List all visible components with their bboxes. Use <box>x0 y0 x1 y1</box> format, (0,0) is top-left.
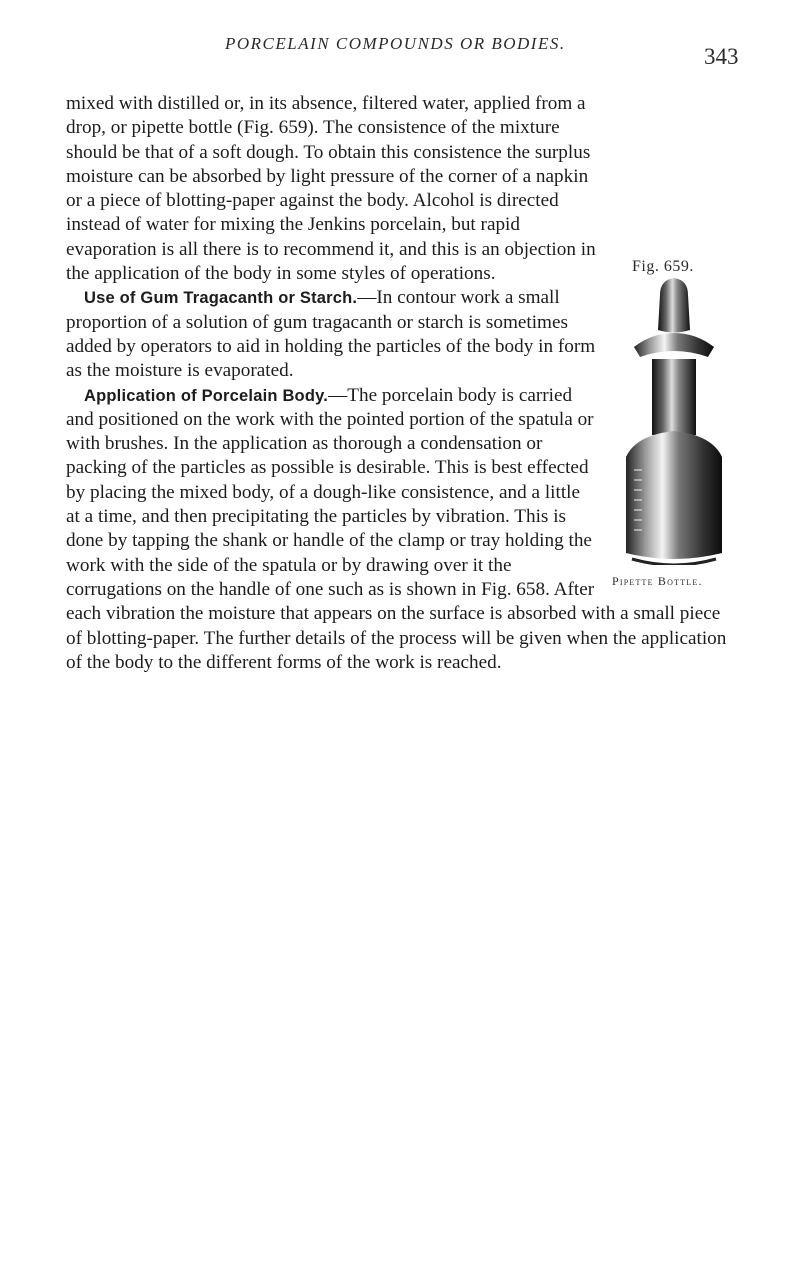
pipette-bottle-icon <box>612 275 738 565</box>
page-number: 343 <box>704 44 739 69</box>
figure-label: Fig. 659. <box>632 258 694 275</box>
section-heading-application: Application of Porcelain Body. <box>84 386 329 405</box>
paragraph-mixing: mixed with distilled or, in its absence, filtered water, applied from a drop, or pipette bottle (Fig. 659). The consistence of the mixture should be that of a soft dough. To obtain this consistence the surplus moisture can be absorbed by light pressure of the corner of a napkin or a piece of blotting-paper against the body. Alcohol is directed instead of water for mixing the Jenkins porcelain, but rapid evaporation is all there is to recommend it, and this is an objection in the application of the body in some styles of operations. <box>66 93 596 285</box>
paragraph-application-body: —The porcelain body is carried and positioned on the work with the pointed portion of the spatula or with brushes. In the application as thorough a condensation or packing of the particles as possible is desirable. This is best effected by placing the mixed body, of a dough-like consistence, and a little at a time, and then precipitating the particles by vibration. This is done by tapping the shank or handle of the clamp or tray holding the work with the side of the spatula or by drawing over it the corrugations on the handle of one such as is shown in Fig. 658. After each vibration the moisture that appears on the surface is absorbed with a small piece of blotting-paper. The further details of the process will be given when the application of the body to the different forms of the work is reached. <box>66 384 727 673</box>
section-heading-gum-tragacanth: Use of Gum Tragacanth or Starch. <box>84 289 358 308</box>
paragraph-gum-tragacanth-body: —In contour work a small proportion of a solution of gum tragacanth or starch is sometimes added by operators to aid in holding the particles of the body in form as the moisture is evaporated. <box>66 287 596 382</box>
page-header <box>0 28 801 98</box>
figure-caption: Pipette Bottle. <box>612 574 703 588</box>
figure-pipette-bottle <box>612 255 738 588</box>
body-text <box>66 92 734 675</box>
running-title: PORCELAIN COMPOUNDS OR BODIES. <box>225 34 566 53</box>
